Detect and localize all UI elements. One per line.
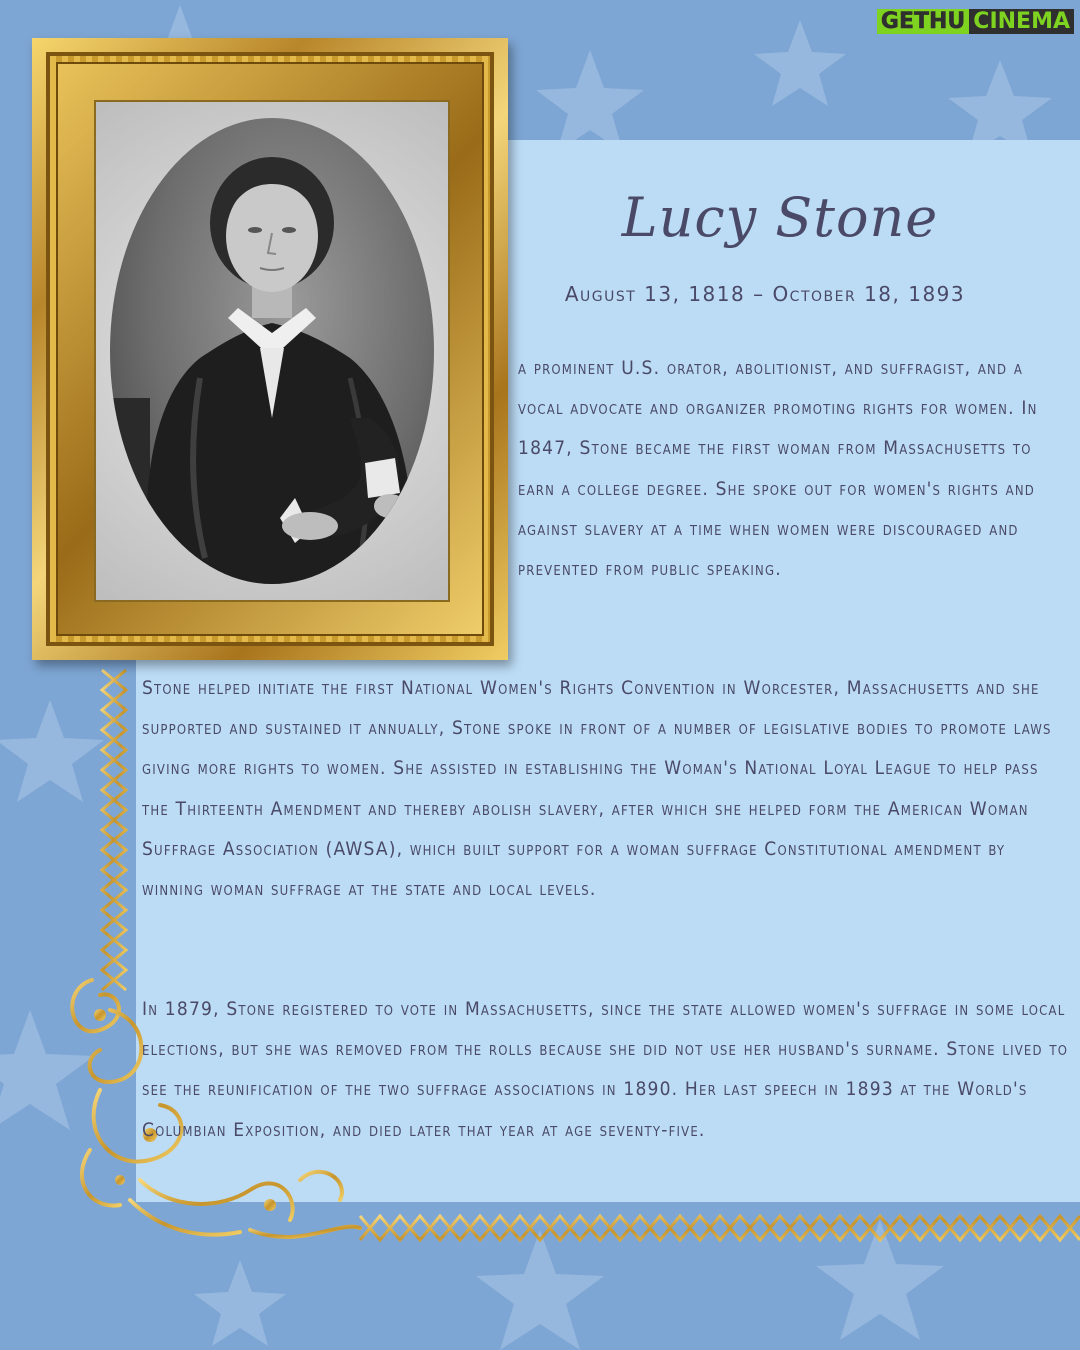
portrait-mat [94,100,450,602]
portrait-photo [110,118,434,584]
bio-paragraph-3: In 1879, Stone registered to vote in Massachusetts, since the state allowed women's suffrage in some local elections, but she was removed from the rolls because she did not use her husband's surname. Stone lived to see the reunification of the two suffrage associations in 1890. Her last speech in 1893 at the World's Columbian Exposition, and died later that year at age seventy-five. [142,998,1069,1141]
profile-name: Lucy Stone [621,186,939,249]
portrait-frame [32,38,508,660]
watermark-part-2: CINEMA [969,9,1074,34]
bio-paragraph-1: a prominent U.S. orator, abolitionist, and suffragist, and a vocal advocate and organizer promoting rights for women. In 1847, Stone became the first woman from Massachusetts to earn a college degree. She spoke out for women's rights and against slavery at a time when women were discouraged and prevented from public speaking. [518,357,1038,581]
watermark-part-1: GETHU [877,9,969,34]
bio-paragraph-2: Stone helped initiate the first National Women's Rights Convention in Worcester, Massachusetts and she supported and sustained it annually, Stone spoke in front of a number of legislative bodies to promote laws giving more rights to women. She assisted in establishing the Woman's National Loyal League to help pass the Thirteenth Amendment and thereby abolish slavery, after which she helped form the American Woman Suffrage Association (AWSA), which built support for a woman suffrage Constitutional amendment by winning woman suffrage at the state and local levels. [142,677,1052,901]
profile-dates: August 13, 1818 – October 18, 1893 [564,282,966,306]
watermark-logo [877,6,1074,36]
portrait-illustration [110,118,434,584]
